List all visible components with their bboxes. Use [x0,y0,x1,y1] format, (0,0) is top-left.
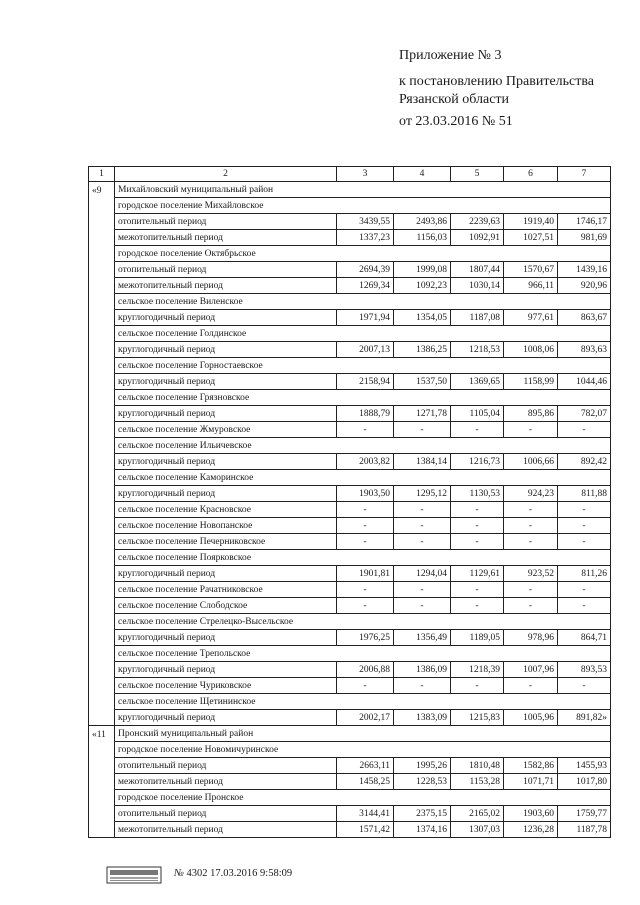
settlement-name: городское поселение Пронское [115,790,611,806]
value-row [89,486,611,502]
value-cell: - [337,502,394,518]
value-cell: 811,88 [558,486,611,502]
period-name: сельское поселение Жмуровское [115,422,337,438]
value-cell: 1017,80 [558,774,611,790]
value-row [89,310,611,326]
value-cell: - [558,598,611,614]
value-cell: 1129,61 [451,566,504,582]
registration-footer [174,868,292,879]
number-cell [89,598,115,614]
period-name: круглогодичный период [115,630,337,646]
value-cell: - [504,598,558,614]
period-name: круглогодичный период [115,310,337,326]
settlement-name: сельское поселение Трепольское [115,646,611,662]
number-cell [89,406,115,422]
number-cell [89,758,115,774]
district-number: «9 [89,182,115,198]
value-cell: 1215,83 [451,710,504,726]
value-cell: 893,63 [558,342,611,358]
value-cell: - [451,582,504,598]
number-cell [89,486,115,502]
resolution-date: от 23.03.2016 № 51 [399,114,513,129]
number-cell [89,374,115,390]
number-cell [89,342,115,358]
number-cell [89,566,115,582]
value-cell: 1158,99 [504,374,558,390]
value-cell: 1153,28 [451,774,504,790]
value-cell: - [504,582,558,598]
column-header: 4 [394,167,451,182]
settlement-row [89,470,611,486]
number-cell [89,694,115,710]
value-cell: - [504,534,558,550]
column-header: 2 [115,167,337,182]
value-row [89,534,611,550]
value-cell: 923,52 [504,566,558,582]
registration-number: 4302 17.03.2016 9:58:09 [186,868,293,879]
settlement-name: городское поселение Октябрьское [115,246,611,262]
value-cell: 1027,51 [504,230,558,246]
value-cell: 924,23 [504,486,558,502]
settlement-row [89,550,611,566]
value-cell: 1971,94 [337,310,394,326]
value-cell: 1044,46 [558,374,611,390]
number-cell [89,294,115,310]
period-name: сельское поселение Новопанское [115,518,337,534]
number-cell [89,278,115,294]
value-row [89,502,611,518]
value-row [89,678,611,694]
period-name: круглогодичный период [115,374,337,390]
value-cell: 1919,40 [504,214,558,230]
period-name: круглогодичный период [115,454,337,470]
value-row [89,422,611,438]
value-cell: 2375,15 [394,806,451,822]
value-cell: - [451,598,504,614]
value-cell: - [337,598,394,614]
resolution-reference: к постановлению Правительства [399,74,595,89]
number-cell [89,790,115,806]
value-cell: 2165,02 [451,806,504,822]
value-cell: - [451,678,504,694]
value-cell: 977,61 [504,310,558,326]
appendix-title: Приложение № 3 [399,48,502,63]
value-cell: 1218,39 [451,662,504,678]
registry-stamp-icon [106,866,162,884]
settlement-name: сельское поселение Грязновское [115,390,611,406]
value-cell: 1269,34 [337,278,394,294]
value-cell: - [451,422,504,438]
value-cell: 1216,73 [451,454,504,470]
settlement-row [89,742,611,758]
settlement-row [89,246,611,262]
value-cell: - [337,518,394,534]
value-cell: 966,11 [504,278,558,294]
number-cell [89,822,115,838]
value-cell: - [394,518,451,534]
value-row [89,662,611,678]
number-cell [89,678,115,694]
column-header: 1 [89,167,115,182]
value-row [89,214,611,230]
value-cell: - [394,582,451,598]
value-cell: 2006,88 [337,662,394,678]
number-cell [89,774,115,790]
tariff-table [88,166,611,838]
period-name: межотопительный период [115,822,337,838]
value-row [89,374,611,390]
number-cell [89,358,115,374]
period-name: сельское поселение Рачатниковское [115,582,337,598]
value-cell: 2002,17 [337,710,394,726]
value-cell: 2239,63 [451,214,504,230]
settlement-row [89,438,611,454]
value-cell: 1383,09 [394,710,451,726]
value-cell: 1030,14 [451,278,504,294]
value-cell: 1903,50 [337,486,394,502]
value-cell: 1218,53 [451,342,504,358]
value-cell: 1187,78 [558,822,611,838]
value-row [89,230,611,246]
number-cell [89,646,115,662]
value-cell: 1337,23 [337,230,394,246]
value-cell: 1092,23 [394,278,451,294]
period-name: межотопительный период [115,774,337,790]
value-cell: 1007,96 [504,662,558,678]
value-cell: 2158,94 [337,374,394,390]
value-cell: 892,42 [558,454,611,470]
settlement-row [89,390,611,406]
settlement-row [89,790,611,806]
settlement-name: сельское поселение Голдинское [115,326,611,342]
district-name: Пронский муниципальный район [115,726,611,742]
number-cell [89,614,115,630]
value-cell: 2007,13 [337,342,394,358]
period-name: круглогодичный период [115,342,337,358]
value-cell: 895,86 [504,406,558,422]
period-name: отопительный период [115,214,337,230]
district-name: Михайловский муниципальный район [115,182,611,198]
settlement-row [89,694,611,710]
value-cell: 1294,04 [394,566,451,582]
value-cell: 981,69 [558,230,611,246]
period-name: сельское поселение Красновское [115,502,337,518]
value-cell: 811,26 [558,566,611,582]
number-cell [89,438,115,454]
column-header-row [89,167,611,182]
value-cell: 1354,05 [394,310,451,326]
value-cell: - [337,582,394,598]
value-cell: 1901,81 [337,566,394,582]
period-name: круглогодичный период [115,710,337,726]
value-row [89,566,611,582]
value-cell: - [394,678,451,694]
number-cell [89,742,115,758]
value-cell: - [337,678,394,694]
value-cell: 1356,49 [394,630,451,646]
value-row [89,518,611,534]
value-row [89,822,611,838]
period-name: сельское поселение Печерниковское [115,534,337,550]
value-cell: 1374,16 [394,822,451,838]
value-cell: 1746,17 [558,214,611,230]
column-header: 7 [558,167,611,182]
value-cell: 1092,91 [451,230,504,246]
period-name: межотопительный период [115,278,337,294]
settlement-row [89,614,611,630]
period-name: отопительный период [115,758,337,774]
value-cell: 1271,78 [394,406,451,422]
value-cell: 2694,39 [337,262,394,278]
column-header: 6 [504,167,558,182]
value-cell: 1307,03 [451,822,504,838]
value-cell: 1999,08 [394,262,451,278]
value-cell: 1903,60 [504,806,558,822]
column-header: 3 [337,167,394,182]
value-cell: 978,96 [504,630,558,646]
value-cell: - [558,678,611,694]
value-cell: - [394,502,451,518]
value-row [89,774,611,790]
settlement-name: сельское поселение Поярковское [115,550,611,566]
number-cell [89,534,115,550]
period-name: отопительный период [115,262,337,278]
number-cell [89,390,115,406]
period-name: круглогодичный период [115,662,337,678]
value-cell: - [451,502,504,518]
value-cell: 1005,96 [504,710,558,726]
period-name: круглогодичный период [115,406,337,422]
value-cell: 1976,25 [337,630,394,646]
settlement-name: сельское поселение Щетининское [115,694,611,710]
value-cell: 1582,86 [504,758,558,774]
value-cell: - [558,422,611,438]
value-row [89,806,611,822]
value-cell: - [558,582,611,598]
value-cell: - [558,534,611,550]
number-cell [89,502,115,518]
value-cell: - [504,422,558,438]
number-cell [89,662,115,678]
value-row [89,278,611,294]
value-cell: 1571,42 [337,822,394,838]
period-name: круглогодичный период [115,566,337,582]
number-cell [89,326,115,342]
number-cell [89,582,115,598]
region-name: Рязанской области [399,92,510,107]
value-cell: 1439,16 [558,262,611,278]
number-cell [89,518,115,534]
value-row [89,262,611,278]
registration-mark-icon: № [174,868,184,879]
value-cell: 1369,65 [451,374,504,390]
value-row [89,582,611,598]
number-cell [89,262,115,278]
value-cell: 3144,41 [337,806,394,822]
value-cell: 1130,53 [451,486,504,502]
period-name: сельское поселение Слободское [115,598,337,614]
value-cell: - [394,534,451,550]
value-cell: - [337,422,394,438]
value-cell: 1236,28 [504,822,558,838]
number-cell [89,710,115,726]
number-cell [89,630,115,646]
value-cell: 1759,77 [558,806,611,822]
settlement-name: сельское поселение Каморинское [115,470,611,486]
value-cell: 1888,79 [337,406,394,422]
column-header: 5 [451,167,504,182]
number-cell [89,454,115,470]
value-cell: 1071,71 [504,774,558,790]
value-row [89,630,611,646]
value-cell: 1995,26 [394,758,451,774]
settlement-name: городское поселение Михайловское [115,198,611,214]
value-cell: - [451,534,504,550]
district-row [89,726,611,742]
value-cell: 3439,55 [337,214,394,230]
value-row [89,406,611,422]
value-cell: 1384,14 [394,454,451,470]
value-cell: - [394,598,451,614]
number-cell [89,198,115,214]
value-cell: 893,53 [558,662,611,678]
number-cell [89,310,115,326]
district-row [89,182,611,198]
value-cell: 863,67 [558,310,611,326]
value-cell: 1458,25 [337,774,394,790]
value-cell: 1228,53 [394,774,451,790]
value-cell: 2003,82 [337,454,394,470]
value-cell: - [504,502,558,518]
number-cell [89,550,115,566]
settlement-row [89,326,611,342]
number-cell [89,214,115,230]
value-cell: 2663,11 [337,758,394,774]
settlement-row [89,358,611,374]
settlement-row [89,646,611,662]
number-cell [89,806,115,822]
value-cell: - [394,422,451,438]
value-cell: 1156,03 [394,230,451,246]
settlement-name: сельское поселение Горностаевское [115,358,611,374]
number-cell [89,470,115,486]
value-cell: 1537,50 [394,374,451,390]
settlement-name: городское поселение Новомичуринское [115,742,611,758]
value-cell: 1189,05 [451,630,504,646]
value-cell: 1105,04 [451,406,504,422]
value-cell: 1810,48 [451,758,504,774]
settlement-row [89,294,611,310]
value-cell: 891,82» [558,710,611,726]
number-cell [89,422,115,438]
value-cell: 782,07 [558,406,611,422]
number-cell [89,230,115,246]
number-cell [89,246,115,262]
settlement-name: сельское поселение Ильичевское [115,438,611,454]
settlement-name: сельское поселение Виленское [115,294,611,310]
value-cell: 2493,86 [394,214,451,230]
value-cell: 920,96 [558,278,611,294]
period-name: круглогодичный период [115,486,337,502]
value-row [89,342,611,358]
value-row [89,454,611,470]
value-cell: 1008,06 [504,342,558,358]
district-number: «11 [89,726,115,742]
value-cell: 1570,67 [504,262,558,278]
value-cell: 1386,25 [394,342,451,358]
value-cell: - [558,502,611,518]
value-row [89,598,611,614]
settlement-row [89,198,611,214]
period-name: отопительный период [115,806,337,822]
value-cell: 1386,09 [394,662,451,678]
value-cell: 1187,08 [451,310,504,326]
value-cell: 1455,93 [558,758,611,774]
value-cell: 1807,44 [451,262,504,278]
value-row [89,758,611,774]
value-row [89,710,611,726]
value-cell: - [504,678,558,694]
value-cell: - [504,518,558,534]
value-cell: - [451,518,504,534]
period-name: сельское поселение Чуриковское [115,678,337,694]
value-cell: 1295,12 [394,486,451,502]
value-cell: - [337,534,394,550]
period-name: межотопительный период [115,230,337,246]
value-cell: 864,71 [558,630,611,646]
value-cell: 1006,66 [504,454,558,470]
settlement-name: сельское поселение Стрелецко-Высельское [115,614,611,630]
value-cell: - [558,518,611,534]
